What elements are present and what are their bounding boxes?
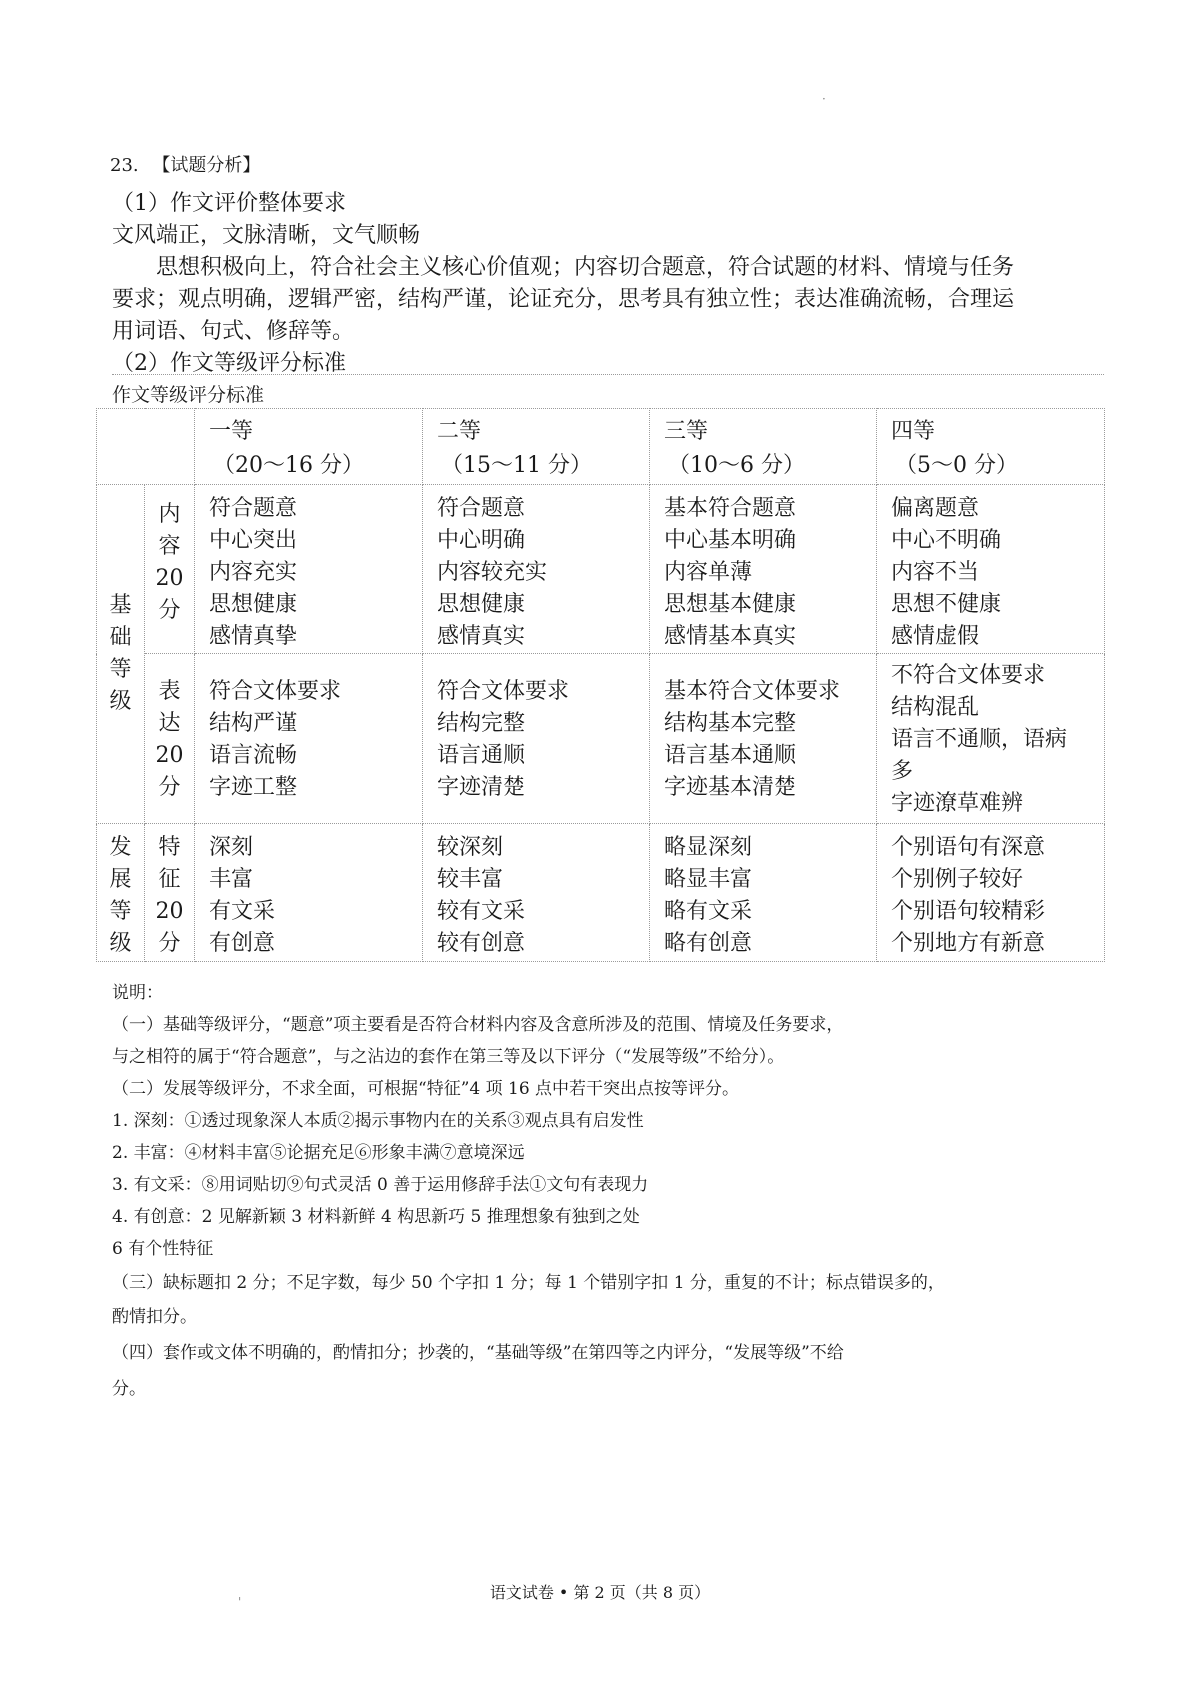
content-row [97, 485, 1105, 654]
grade-header-4 [877, 409, 1105, 485]
question-tag: 【试题分析】 [152, 155, 261, 176]
grading-table [96, 408, 1105, 962]
feature-cell-grade4: 个别语句有深意 个别例子较好 个别语句较精彩 个别地方有新意 [877, 824, 1105, 962]
grade-range: （20～16 分） [213, 453, 364, 478]
note-line: （四）套作或文体不明确的，酌情扣分；抄袭的，“基础等级”在第四等之内评分，“发展等级”不给 [112, 1343, 844, 1363]
note-line: 3. 有文采：⑧用词贴切⑨句式灵活 0 善于运用修辞手法①文句有表现力 [112, 1175, 649, 1195]
note-line: （二）发展等级评分，不求全面，可根据“特征”4 项 16 点中若干突出点按等评分。 [112, 1079, 740, 1099]
content-label: 内 容 20 分 [145, 485, 195, 654]
note-line: 6 有个性特征 [112, 1239, 214, 1259]
table-corner-cell [97, 409, 195, 485]
grade-header-3 [650, 409, 877, 485]
content-cell-grade2: 符合题意 中心明确 内容较充实 思想健康 感情真实 [423, 485, 650, 654]
notes-title: 说明： [112, 983, 163, 1003]
feature-cell-grade3: 略显深刻 略显丰富 略有文采 略有创意 [650, 824, 877, 962]
note-line: 分。 [112, 1379, 146, 1399]
content-cell-grade4: 偏离题意 中心不明确 内容不当 思想不健康 感情虚假 [877, 485, 1105, 654]
section1-title: （1）作文评价整体要求 [112, 191, 346, 216]
note-line: 与之相符的属于“符合题意”，与之沾边的套作在第三等及以下评分（“发展等级”不给分）。 [112, 1047, 785, 1067]
section1-para-line2: 要求；观点明确，逻辑严密，结构严谨，论证充分，思考具有独立性；表达准确流畅，合理运 [112, 287, 1015, 312]
feature-row [97, 824, 1105, 962]
content-cell-grade1: 符合题意 中心突出 内容充实 思想健康 感情真挚 [195, 485, 423, 654]
table-header-row [97, 409, 1105, 485]
note-line: 4. 有创意：2 见解新颖 3 材料新鲜 4 构思新巧 5 推理想象有独到之处 [112, 1207, 640, 1227]
stray-mark: · [822, 92, 826, 106]
section1-subtitle: 文风端正，文脉清晰，文气顺畅 [112, 223, 421, 248]
section1-para-line1: 思想积极向上，符合社会主义核心价值观；内容切合题意，符合试题的材料、情境与任务 [156, 255, 1015, 280]
expression-cell-grade3: 基本符合文体要求 结构基本完整 语言基本通顺 字迹基本清楚 [650, 654, 877, 824]
expression-row [97, 654, 1105, 824]
grade-name: 一等 [209, 419, 254, 444]
note-line: 1. 深刻：①透过现象深人本质②揭示事物内在的关系③观点具有启发性 [112, 1111, 644, 1131]
feature-label: 特 征 20 分 [145, 824, 195, 962]
grade-range: （15～11 分） [441, 453, 592, 478]
note-line: （三）缺标题扣 2 分；不足字数，每少 50 个字扣 1 分；每 1 个错别字扣 1 分，重复的不计；标点错误多的， [112, 1273, 945, 1293]
section1-para-line3: 用词语、句式、修辞等。 [112, 319, 355, 344]
grade-range: （10～6 分） [668, 453, 805, 478]
content-cell-grade3: 基本符合题意 中心基本明确 内容单薄 思想基本健康 感情基本真实 [650, 485, 877, 654]
question-number: 23. [110, 155, 139, 176]
expression-cell-grade2: 符合文体要求 结构完整 语言通顺 字迹清楚 [423, 654, 650, 824]
divider [112, 374, 1104, 375]
expression-cell-grade4: 不符合文体要求 结构混乱 语言不通顺，语病 多 字迹潦草难辨 [877, 654, 1105, 824]
grade-name: 三等 [664, 419, 709, 444]
table-caption: 作文等级评分标准 [112, 384, 265, 406]
grade-name: 四等 [891, 419, 936, 444]
stray-mark: ' [238, 1595, 242, 1609]
expression-label: 表 达 20 分 [145, 654, 195, 824]
expression-cell-grade1: 符合文体要求 结构严谨 语言流畅 字迹工整 [195, 654, 423, 824]
page-footer: 语文试卷 • 第 2 页（共 8 页） [489, 1583, 711, 1602]
note-line: 2. 丰富：④材料丰富⑤论据充足⑥形象丰满⑦意境深远 [112, 1143, 525, 1163]
section2-title: （2）作文等级评分标准 [112, 351, 346, 376]
note-line: （一）基础等级评分，“题意”项主要看是否符合材料内容及含意所涉及的范围、情境及任务要求， [112, 1015, 844, 1035]
question-heading [110, 151, 260, 177]
feature-cell-grade1: 深刻 丰富 有文采 有创意 [195, 824, 423, 962]
feature-cell-grade2: 较深刻 较丰富 较有文采 较有创意 [423, 824, 650, 962]
dev-level-label: 发 展 等 级 [97, 824, 145, 962]
note-line: 酌情扣分。 [112, 1307, 197, 1327]
grade-range: （5～0 分） [895, 453, 1018, 478]
grade-name: 二等 [437, 419, 482, 444]
grade-header-2 [423, 409, 650, 485]
basic-level-label: 基 础 等 级 [97, 485, 145, 824]
grade-header-1 [195, 409, 423, 485]
